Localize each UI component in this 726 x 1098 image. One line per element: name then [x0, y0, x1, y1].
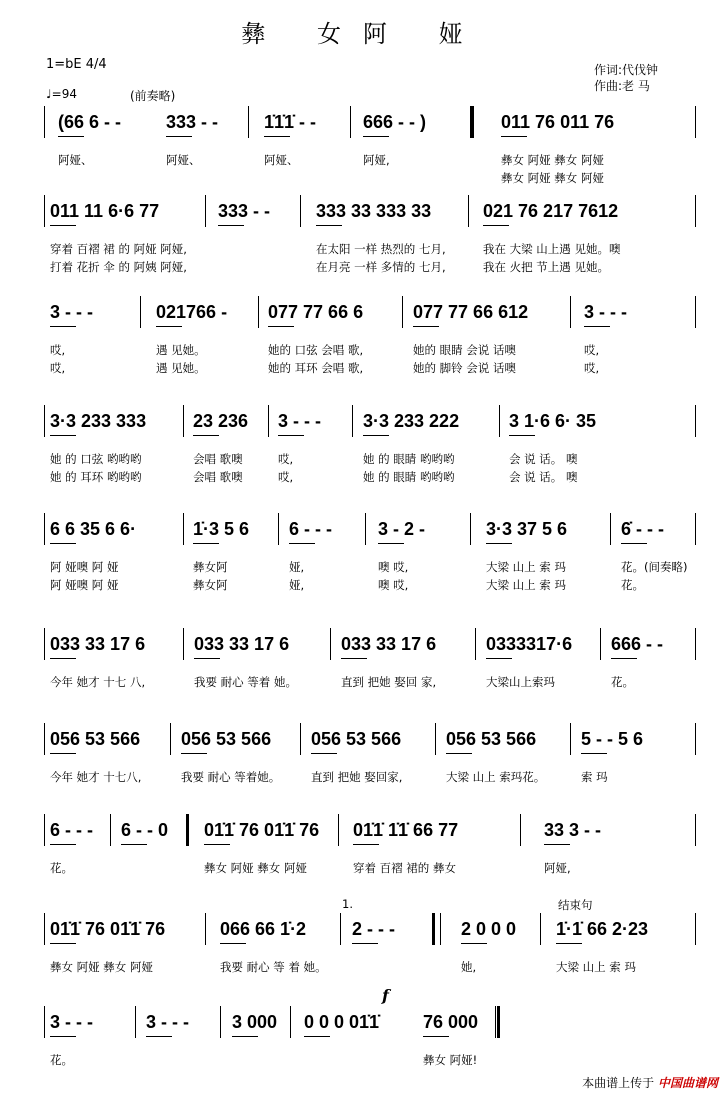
measure-notes: 3 - - - — [146, 1012, 189, 1032]
lyric-line-1: 大梁 山上 索玛花。 — [446, 770, 546, 784]
barline — [183, 513, 184, 545]
barline — [695, 296, 696, 328]
lyric-line-1: 直到 把她 娶回 家, — [341, 675, 437, 689]
beam-underline — [486, 543, 512, 544]
barline — [475, 628, 476, 660]
measure-notes: 3·3 233 222 — [363, 411, 460, 431]
lyric-line-2: 在月亮 一样 多情的 七月, — [316, 260, 446, 274]
beam-underline — [193, 543, 219, 544]
beam-underline — [166, 136, 192, 137]
barline — [278, 513, 279, 545]
barline — [44, 814, 45, 846]
barline — [600, 628, 601, 660]
beam-underline — [352, 943, 378, 944]
song-title: 彝 女阿 娅 — [241, 20, 485, 48]
measure-notes: 666 - - ) — [363, 112, 427, 132]
lyric-line-1: 阿娅, — [363, 153, 390, 167]
barline — [570, 296, 571, 328]
lyric-line-1: 会唱 歌噢 — [193, 452, 243, 466]
beam-underline — [611, 658, 637, 659]
repeat-barline — [432, 913, 435, 945]
lyric-line-1: 遇 见她。 — [156, 343, 206, 357]
lyric-line-2: 会唱 歌噢 — [193, 470, 243, 484]
beam-underline — [121, 844, 147, 845]
measure-notes: 5 - - 5 6 — [581, 729, 644, 749]
measure-notes: 6̇ - - - — [621, 519, 664, 539]
barline — [44, 405, 45, 437]
measure-notes: (66 6 - - — [58, 112, 122, 132]
measure-notes: 666 - - — [611, 634, 664, 654]
lyric-line-1: 彝女 阿娅 彝女 阿娅 — [50, 960, 153, 974]
measure-notes: 3 - - - — [584, 302, 627, 322]
barline — [300, 723, 301, 755]
lyric-line-1: 彝女 阿娅! — [423, 1053, 478, 1067]
measure-notes: 077 77 66 6 — [268, 302, 364, 322]
beam-underline — [621, 543, 647, 544]
beam-underline — [289, 543, 315, 544]
beam-underline — [181, 753, 207, 754]
beam-underline — [363, 435, 389, 436]
barline — [44, 106, 45, 138]
barline — [695, 405, 696, 437]
barline — [290, 1006, 291, 1038]
repeat-barline — [186, 814, 189, 846]
lyric-line-2: 打着 花折 伞 的 阿姨 阿娅, — [50, 260, 187, 274]
beam-underline — [232, 1036, 258, 1037]
barline — [695, 913, 696, 945]
beam-underline — [341, 658, 367, 659]
barline — [205, 195, 206, 227]
lyric-line-2: 彝女阿 — [193, 578, 228, 592]
measure-notes: 333 - - — [218, 201, 271, 221]
lyric-line-1: 花。 — [50, 861, 73, 875]
measure-notes: 23 236 — [193, 411, 249, 431]
lyric-line-1: 大梁山上索玛 — [486, 675, 555, 689]
beam-underline — [278, 435, 304, 436]
measure-notes: 01̇1̇ 1̇1̇ 66 77 — [353, 820, 459, 840]
barline — [470, 513, 471, 545]
beam-underline — [220, 943, 246, 944]
measure-notes: 056 53 566 — [50, 729, 141, 749]
measure-notes: 077 77 66 612 — [413, 302, 529, 322]
lyric-line-1: 哎, — [278, 452, 294, 466]
measure-notes: 033 33 17 6 — [341, 634, 437, 654]
barline — [695, 814, 696, 846]
barline — [695, 195, 696, 227]
beam-underline — [58, 136, 84, 137]
barline — [520, 814, 521, 846]
measure-notes: 3 - 2 - — [378, 519, 426, 539]
beam-underline — [50, 844, 76, 845]
lyric-line-1: 阿娅、 — [58, 153, 93, 167]
measure-notes: 3 1·6 6· 35 — [509, 411, 597, 431]
barline — [695, 106, 696, 138]
lyric-line-1: 花。(间奏略) — [621, 560, 688, 574]
beam-underline — [363, 136, 389, 137]
ending-marker: 结束句 — [558, 898, 593, 912]
barline — [330, 628, 331, 660]
measure-notes: 033 33 17 6 — [50, 634, 146, 654]
composer-credit: 作曲:老 马 — [594, 79, 650, 93]
barline — [135, 1006, 136, 1038]
lyric-line-2: 她 的 耳环 哟哟哟 — [50, 470, 142, 484]
beam-underline — [509, 435, 535, 436]
beam-underline — [264, 136, 290, 137]
lyric-line-1: 她的 口弦 会唱 歌, — [268, 343, 364, 357]
beam-underline — [556, 943, 582, 944]
lyric-line-2: 哎, — [584, 361, 600, 375]
measure-notes: 2 0 0 0 — [461, 919, 517, 939]
lyric-line-1: 我要 耐心 等着 她。 — [194, 675, 297, 689]
beam-underline — [50, 543, 76, 544]
lyric-line-1: 索 玛 — [581, 770, 608, 784]
barline — [44, 1006, 45, 1038]
beam-underline — [50, 326, 76, 327]
beam-underline — [204, 844, 230, 845]
lyric-line-2: 遇 见她。 — [156, 361, 206, 375]
barline — [338, 814, 339, 846]
measure-notes: 76 000 — [423, 1012, 479, 1032]
final-barline — [497, 1006, 500, 1038]
watermark-prefix: 本曲谱上传于 — [582, 1076, 655, 1090]
lyric-line-1: 阿 娅噢 阿 娅 — [50, 560, 119, 574]
beam-underline — [446, 753, 472, 754]
barline — [268, 405, 269, 437]
volta-marker: 1. — [342, 897, 353, 911]
barline — [499, 405, 500, 437]
watermark — [582, 1074, 718, 1091]
beam-underline — [193, 435, 219, 436]
lyric-line-1: 花。 — [611, 675, 634, 689]
lyric-line-1: 我要 耐心 等 着 她。 — [220, 960, 327, 974]
measure-notes: 01̇1̇ 76 01̇1̇ 76 — [204, 820, 320, 840]
beam-underline — [146, 1036, 172, 1037]
lyric-line-1: 在太阳 一样 热烈的 七月, — [316, 242, 446, 256]
lyric-line-1: 今年 她才 十七八, — [50, 770, 142, 784]
beam-underline — [50, 1036, 76, 1037]
lyric-line-2: 阿 娅噢 阿 娅 — [50, 578, 119, 592]
beam-underline — [483, 225, 509, 226]
barline — [170, 723, 171, 755]
beam-underline — [156, 326, 182, 327]
barline — [365, 513, 366, 545]
beam-underline — [311, 753, 337, 754]
measure-notes: 056 53 566 — [446, 729, 537, 749]
repeat-barline — [471, 106, 474, 138]
beam-underline — [50, 225, 76, 226]
barline — [695, 628, 696, 660]
barline — [468, 195, 469, 227]
lyric-line-1: 阿娅、 — [166, 153, 201, 167]
measure-notes: 3 - - - — [278, 411, 321, 431]
lyric-line-1: 哎, — [584, 343, 600, 357]
beam-underline — [218, 225, 244, 226]
barline — [435, 723, 436, 755]
barline — [495, 1006, 496, 1038]
lyric-line-1: 她 的 眼睛 哟哟哟 — [363, 452, 455, 466]
lyric-line-2: 大梁 山上 索 玛 — [486, 578, 566, 592]
barline — [258, 296, 259, 328]
barline — [183, 628, 184, 660]
beam-underline — [486, 658, 512, 659]
lyric-line-2: 她的 脚铃 会说 话噢 — [413, 361, 516, 375]
measure-notes: 6 6 35 6 6· — [50, 519, 137, 539]
beam-underline — [378, 543, 404, 544]
measure-notes: 3 000 — [232, 1012, 278, 1032]
measure-notes: 021 76 217 7612 — [483, 201, 619, 221]
lyric-line-1: 娅, — [289, 560, 305, 574]
barline — [110, 814, 111, 846]
lyric-line-2: 我在 火把 节上遇 见她。 — [483, 260, 609, 274]
lyric-line-2: 她 的 眼睛 哟哟哟 — [363, 470, 455, 484]
lyric-line-1: 花。 — [50, 1053, 73, 1067]
measure-notes: 3 - - - — [50, 302, 93, 322]
barline — [44, 195, 45, 227]
measure-notes: 2 - - - — [352, 919, 395, 939]
lyric-line-1: 她, — [461, 960, 477, 974]
beam-underline — [304, 1036, 330, 1037]
barline — [44, 628, 45, 660]
beam-underline — [50, 753, 76, 754]
beam-underline — [50, 658, 76, 659]
key-signature: 1=bE 4/4 — [46, 57, 107, 72]
lyric-line-2: 花。 — [621, 578, 644, 592]
lyric-line-1: 今年 她才 十七 八, — [50, 675, 146, 689]
barline — [220, 1006, 221, 1038]
beam-underline — [268, 326, 294, 327]
lyric-line-1: 大梁 山上 索 玛 — [486, 560, 566, 574]
lyric-line-1: 穿着 百褶 裙的 彝女 — [353, 861, 456, 875]
barline — [540, 913, 541, 945]
lyric-line-1: 彝女 阿娅 彝女 阿娅 — [501, 153, 604, 167]
barline — [205, 913, 206, 945]
barline — [140, 296, 141, 328]
beam-underline — [316, 225, 342, 226]
measure-notes: 01̇1̇ 76 01̇1̇ 76 — [50, 919, 166, 939]
measure-notes: 1̇1̇1̇ - - — [264, 112, 317, 132]
measure-notes: 033 33 17 6 — [194, 634, 290, 654]
lyricist-credit: 作词:代伐钟 — [594, 63, 659, 77]
measure-notes: 066 66 1̇·2 — [220, 919, 307, 939]
barline — [695, 723, 696, 755]
lyric-line-1: 哎, — [50, 343, 66, 357]
lyric-line-1: 噢 哎, — [378, 560, 409, 574]
lyric-line-2: 彝女 阿娅 彝女 阿娅 — [501, 171, 604, 185]
barline — [183, 405, 184, 437]
lyric-line-1: 直到 把她 娶回家, — [311, 770, 403, 784]
beam-underline — [423, 1036, 449, 1037]
barline — [610, 513, 611, 545]
measure-notes: 6 - - - — [50, 820, 93, 840]
barline — [340, 913, 341, 945]
barline — [300, 195, 301, 227]
barline — [44, 513, 45, 545]
measure-notes: 0333317·6 — [486, 634, 573, 654]
lyric-line-1: 阿娅、 — [264, 153, 299, 167]
measure-notes: 33 3 - - — [544, 820, 602, 840]
measure-notes: 011 76 011 76 — [501, 112, 615, 132]
measure-notes: 3·3 233 333 — [50, 411, 147, 431]
lyric-line-1: 大梁 山上 索 玛 — [556, 960, 636, 974]
lyric-line-1: 阿娅, — [544, 861, 571, 875]
lyric-line-1: 彝女 阿娅 彝女 阿娅 — [204, 861, 307, 875]
barline — [44, 913, 45, 945]
measure-notes: 333 - - — [166, 112, 219, 132]
beam-underline — [353, 844, 379, 845]
lyric-line-1: 彝女阿 — [193, 560, 228, 574]
watermark-site: 中国曲谱网 — [657, 1076, 718, 1090]
measure-notes: 6 - - - — [289, 519, 332, 539]
lyric-line-2: 噢 哎, — [378, 578, 409, 592]
lyric-line-2: 哎, — [278, 470, 294, 484]
beam-underline — [584, 326, 610, 327]
beam-underline — [461, 943, 487, 944]
measure-notes: 1̇·1̇ 66 2·23 — [556, 919, 649, 939]
barline — [440, 913, 441, 945]
intro-note: (前奏略) — [130, 89, 176, 103]
measure-notes: 056 53 566 — [181, 729, 272, 749]
lyric-line-1: 穿着 百褶 裙 的 阿娅 阿娅, — [50, 242, 187, 256]
measure-notes: 3 - - - — [50, 1012, 93, 1032]
lyric-line-1: 会 说 话。 噢 — [509, 452, 578, 466]
beam-underline — [50, 435, 76, 436]
barline — [350, 106, 351, 138]
measure-notes: 021766 - — [156, 302, 228, 322]
lyric-line-2: 会 说 话。 噢 — [509, 470, 578, 484]
measure-notes: 333 33 333 33 — [316, 201, 432, 221]
lyric-line-2: 娅, — [289, 578, 305, 592]
lyric-line-1: 她的 眼睛 会说 话噢 — [413, 343, 516, 357]
lyric-line-1: 她 的 口弦 哟哟哟 — [50, 452, 142, 466]
beam-underline — [581, 753, 607, 754]
beam-underline — [194, 658, 220, 659]
measure-notes: 0 0 0 01̇1̇ — [304, 1012, 380, 1032]
beam-underline — [501, 136, 527, 137]
measure-notes: 056 53 566 — [311, 729, 402, 749]
barline — [352, 405, 353, 437]
measure-notes: 3·3 37 5 6 — [486, 519, 568, 539]
lyric-line-1: 我在 大梁 山上遇 见她。噢 — [483, 242, 621, 256]
lyric-line-2: 哎, — [50, 361, 66, 375]
barline — [695, 513, 696, 545]
beam-underline — [50, 943, 76, 944]
beam-underline — [544, 844, 570, 845]
barline — [402, 296, 403, 328]
beam-underline — [413, 326, 439, 327]
measure-notes: 011 11 6·6 77 — [50, 201, 160, 221]
tempo-marking: ♩=94 — [46, 87, 77, 101]
barline — [570, 723, 571, 755]
lyric-line-2: 她的 耳环 会唱 歌, — [268, 361, 364, 375]
measure-notes: 1̇·3 5 6 — [193, 519, 250, 539]
dynamic-marking: f — [382, 986, 389, 1005]
lyric-line-1: 我要 耐心 等着她。 — [181, 770, 281, 784]
measure-notes: 6 - - 0 — [121, 820, 169, 840]
barline — [248, 106, 249, 138]
barline — [44, 723, 45, 755]
